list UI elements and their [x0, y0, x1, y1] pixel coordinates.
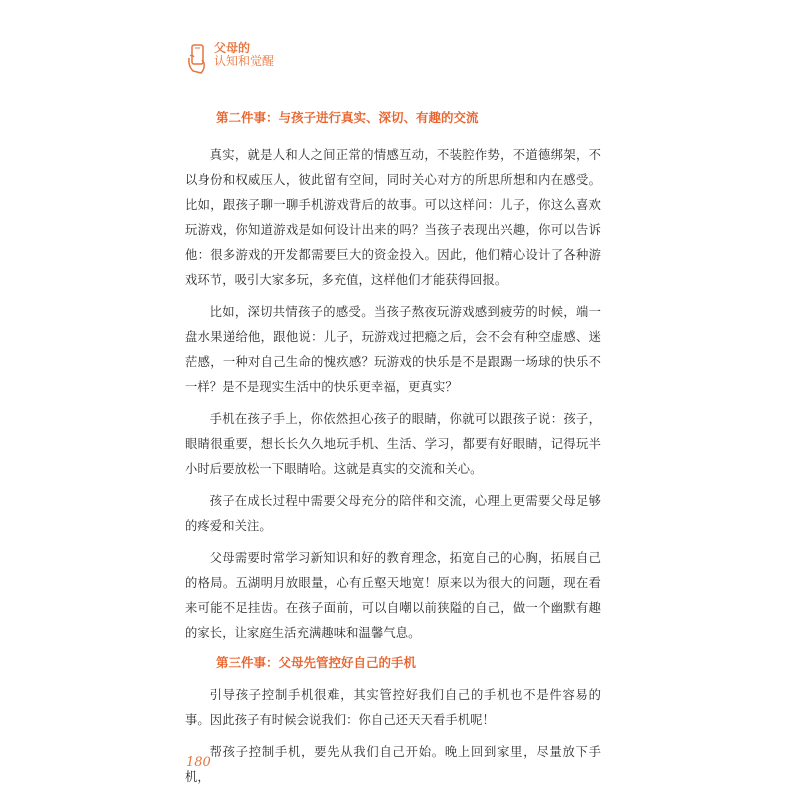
paragraph: 帮孩子控制手机，要先从我们自己开始。晚上回到家里，尽量放下手机，	[185, 745, 601, 784]
section-heading: 第三件事：父母先管控好自己的手机	[216, 655, 417, 670]
phone-hand-icon	[186, 42, 210, 76]
paragraph: 引导孩子控制手机很难，其实管控好我们自己的手机也不是件容易的事。因此孩子有时候会说我们：你自己还天天看手机呢！	[185, 688, 601, 727]
header-line-1: 父母的	[214, 41, 251, 55]
paragraph: 真实，就是人和人之间正常的情感互动，不装腔作势，不道德绑架，不以身份和权威压人，彼此留有空间，同时关心对方的所思所想和内在感受。比如，跟孩子聊一聊手机游戏背后的故事。可以这样问：儿子，你这么喜欢玩游戏，你知道游戏是如何设计出来的吗？当孩子表现出兴趣，你可以告诉他：很多游戏的开发都需要巨大的资金投入。因此，他们精心设计了各种游戏环节，吸引大家多玩，多充值，这样他们才能获得回报。	[185, 148, 601, 287]
paragraph: 父母需要时常学习新知识和好的教育理念，拓宽自己的心胸，拓展自己的格局。五湖明月放眼量，心有丘壑天地宽！原来以为很大的问题，现在看来可能不足挂齿。在孩子面前，可以自嘲以前狭隘的自己，做一个幽默有趣的家长，让家庭生活充满趣味和温馨气息。	[185, 551, 601, 640]
running-header	[186, 42, 274, 76]
section-heading: 第二件事：与孩子进行真实、深切、有趣的交流	[216, 110, 479, 125]
paragraph: 比如，深切共情孩子的感受。当孩子熬夜玩游戏感到疲劳的时候，端一盘水果递给他，跟他说：儿子，玩游戏过把瘾之后，会不会有种空虚感、迷茫感，一种对自己生命的愧疚感？玩游戏的快乐是不是跟踢一场球的快乐不一样？是不是现实生活中的快乐更幸福，更真实？	[185, 305, 601, 394]
paragraph: 孩子在成长过程中需要父母充分的陪伴和交流，心理上更需要父母足够的疼爱和关注。	[185, 494, 601, 533]
header-line-2: 认知和觉醒	[214, 54, 275, 68]
paragraph: 手机在孩子手上，你依然担心孩子的眼睛，你就可以跟孩子说：孩子，眼睛很重要，想长长久久地玩手机、生活、学习，都要有好眼睛，记得玩半小时后要放松一下眼睛哈。这就是真实的交流和关心。	[185, 412, 601, 476]
page-number: 180	[186, 755, 211, 770]
header-title	[214, 42, 274, 68]
page-body	[185, 108, 601, 797]
